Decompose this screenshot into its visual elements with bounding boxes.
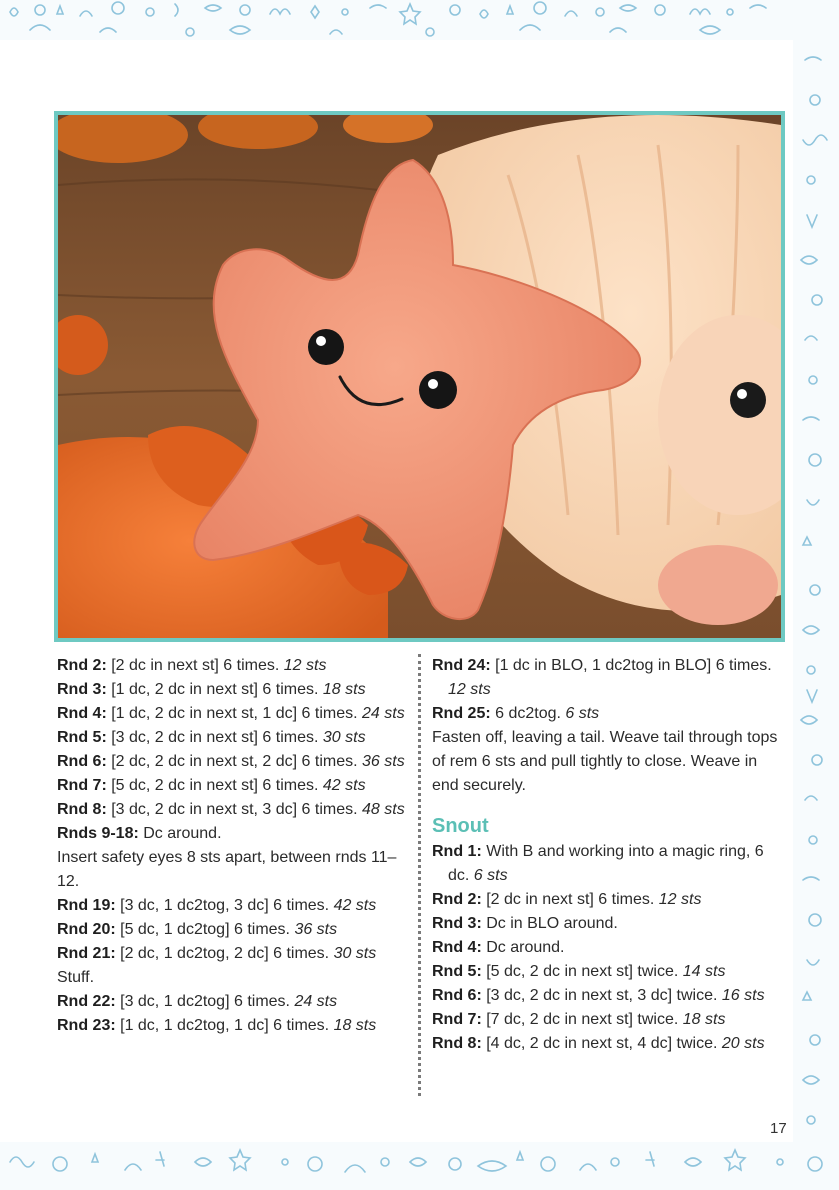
round-text: [3 dc, 2 dc in next st, 3 dc] twice. (481, 987, 722, 1004)
round-instruction (57, 726, 407, 750)
round-label: Rnd 5: (57, 729, 107, 746)
round-text: [3 dc, 2 dc in next st, 3 dc] 6 times. (106, 801, 363, 818)
round-label: Rnd 4: (57, 705, 107, 722)
stitch-count: 24 sts (362, 705, 405, 722)
sea-doodle-pattern-icon (0, 1142, 839, 1190)
round-text: [7 dc, 2 dc in next st] twice. (481, 1011, 683, 1028)
round-text: With B and working into a magic ring, 6 dc. (448, 843, 764, 884)
note-instruction (57, 846, 407, 894)
snout-instructions (432, 840, 787, 1056)
round-label: Rnd 23: (57, 1017, 116, 1034)
round-instruction (57, 1014, 407, 1038)
doodle-border-bottom (0, 1142, 839, 1190)
stitch-count: 18 sts (682, 1011, 726, 1028)
pattern-body-rounds-end (432, 654, 787, 798)
doodle-border-right (793, 0, 839, 1190)
round-instruction (432, 936, 787, 960)
note-instruction (432, 726, 787, 798)
stitch-count: 12 sts (448, 681, 491, 698)
round-text: [4 dc, 2 dc in next st, 4 dc] twice. (481, 1035, 722, 1052)
round-text: [3 dc, 1 dc2tog, 3 dc] 6 times. (115, 897, 334, 914)
round-instruction (432, 984, 787, 1008)
round-label: Rnd 8: (57, 801, 107, 818)
round-instruction (57, 654, 407, 678)
round-text: Dc around. (138, 825, 222, 842)
round-instruction (432, 912, 787, 936)
round-label: Rnd 22: (57, 993, 116, 1010)
round-text: 6 dc2tog. (490, 705, 566, 722)
stitch-count: 36 sts (294, 921, 338, 938)
sea-doodle-pattern-icon (0, 0, 839, 40)
round-instruction (57, 750, 407, 774)
round-label: Rnd 3: (57, 681, 107, 698)
stitch-count: 42 sts (333, 897, 377, 914)
stitch-count: 48 sts (362, 801, 405, 818)
round-text: [2 dc in next st] 6 times. (106, 657, 284, 674)
round-instruction (57, 918, 407, 942)
round-text: [5 dc, 1 dc2tog] 6 times. (115, 921, 295, 938)
stitch-count: 20 sts (721, 1035, 765, 1052)
round-instruction (57, 702, 407, 726)
round-label: Rnd 25: (432, 705, 491, 722)
round-instruction (57, 774, 407, 798)
round-label: Rnd 1: (432, 843, 482, 860)
round-label: Rnd 24: (432, 657, 491, 674)
round-instruction (432, 1008, 787, 1032)
round-text: [5 dc, 2 dc in next st] twice. (481, 963, 683, 980)
round-text: [2 dc in next st] 6 times. (481, 891, 659, 908)
round-instruction (57, 894, 407, 918)
stitch-count: 42 sts (322, 777, 366, 794)
stitch-count: 6 sts (565, 705, 600, 722)
round-instruction (432, 1032, 787, 1056)
stitch-count: 18 sts (322, 681, 366, 698)
round-text: Dc around. (481, 939, 565, 956)
stitch-count: 6 sts (473, 867, 508, 884)
round-instruction (432, 654, 787, 702)
round-text: [2 dc, 1 dc2tog, 2 dc] 6 times. (115, 945, 334, 962)
pattern-column-left (57, 654, 407, 1038)
round-text: Insert safety eyes 8 sts apart, between rnds 11–12. (57, 849, 397, 890)
round-instruction (57, 798, 407, 822)
stitch-count: 12 sts (658, 891, 702, 908)
round-text: [1 dc, 1 dc2tog, 1 dc] 6 times. (115, 1017, 334, 1034)
round-text: Fasten off, leaving a tail. Weave tail through tops of rem 6 sts and pull tightly to close. Weave in end securely. (432, 729, 778, 794)
round-text: [1 dc in BLO, 1 dc2tog in BLO] 6 times. (490, 657, 772, 674)
stitch-count: 24 sts (294, 993, 338, 1010)
note-instruction (57, 966, 407, 990)
round-instruction (432, 702, 787, 726)
round-label: Rnd 19: (57, 897, 116, 914)
page-number: 17 (770, 1120, 787, 1137)
round-text: [2 dc, 2 dc in next st, 2 dc] 6 times. (106, 753, 363, 770)
starfish-toy-photo (58, 115, 781, 638)
round-label: Rnd 8: (432, 1035, 482, 1052)
round-instruction (57, 822, 407, 846)
round-text: Stuff. (57, 969, 95, 986)
round-label: Rnd 20: (57, 921, 116, 938)
round-label: Rnd 2: (57, 657, 107, 674)
round-instruction (57, 990, 407, 1014)
section-heading-snout: Snout (432, 815, 489, 837)
amigurumi-photo (54, 111, 785, 642)
round-instruction (432, 960, 787, 984)
column-divider (418, 654, 421, 1096)
round-label: Rnd 6: (432, 987, 482, 1004)
stitch-count: 12 sts (283, 657, 327, 674)
stitch-count: 30 sts (333, 945, 377, 962)
round-label: Rnd 6: (57, 753, 107, 770)
round-label: Rnd 7: (432, 1011, 482, 1028)
stitch-count: 30 sts (322, 729, 366, 746)
round-instruction (57, 942, 407, 966)
round-label: Rnds 9-18: (57, 825, 139, 842)
round-label: Rnd 21: (57, 945, 116, 962)
round-label: Rnd 5: (432, 963, 482, 980)
round-label: Rnd 3: (432, 915, 482, 932)
pattern-column-right (432, 654, 787, 1056)
round-text: Dc in BLO around. (481, 915, 618, 932)
round-instruction (57, 678, 407, 702)
round-text: [3 dc, 1 dc2tog] 6 times. (115, 993, 295, 1010)
round-text: [3 dc, 2 dc in next st] 6 times. (106, 729, 323, 746)
round-instruction (432, 840, 787, 888)
round-label: Rnd 4: (432, 939, 482, 956)
round-text: [5 dc, 2 dc in next st] 6 times. (106, 777, 323, 794)
stitch-count: 14 sts (682, 963, 726, 980)
round-text: [1 dc, 2 dc in next st, 1 dc] 6 times. (106, 705, 363, 722)
round-instruction (432, 888, 787, 912)
stitch-count: 16 sts (721, 987, 765, 1004)
stitch-count: 36 sts (362, 753, 405, 770)
sea-doodle-pattern-icon (793, 0, 839, 1190)
round-label: Rnd 2: (432, 891, 482, 908)
round-text: [1 dc, 2 dc in next st] 6 times. (106, 681, 323, 698)
doodle-border-top (0, 0, 839, 40)
stitch-count: 18 sts (333, 1017, 377, 1034)
round-label: Rnd 7: (57, 777, 107, 794)
